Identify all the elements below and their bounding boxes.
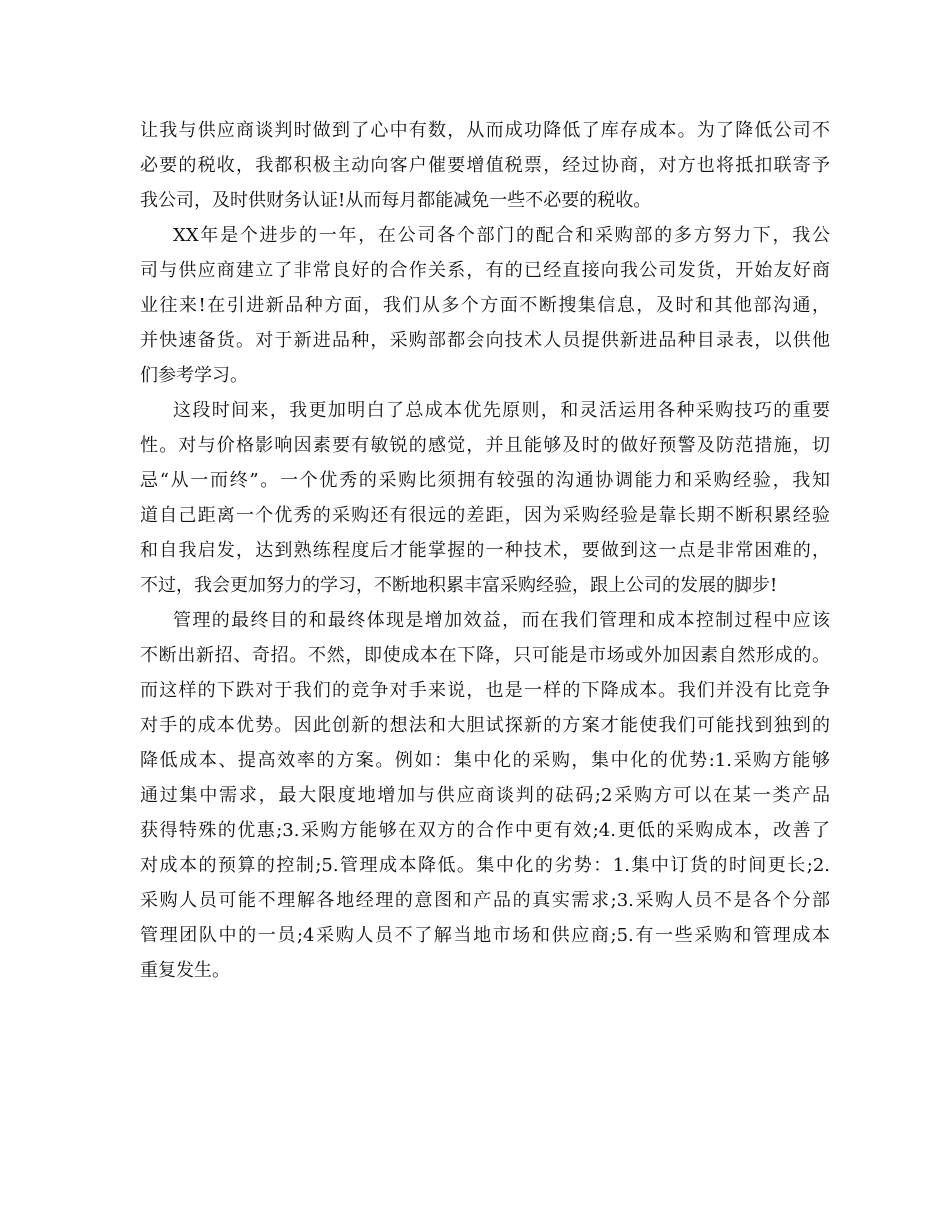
text-line: 业往来!在引进新品种方面，我们从多个方面不断搜集信息，及时和其他部沟通，: [140, 295, 830, 316]
text-line: 重复发生。: [140, 960, 230, 981]
document-body: [140, 113, 830, 988]
text-line: 这段时间来，我更加明白了总成本优先原则，和灵活运用各种采购技巧的重要: [173, 400, 830, 421]
text-line: 们参考学习。: [140, 365, 248, 386]
text-line: 并快速备货。对于新进品种，采购部都会向技术人员提供新进品种目录表，以供他: [140, 330, 830, 351]
text-line: 必要的税收，我都积极主动向客户催要增值税票，经过协商，对方也将抵扣联寄予: [140, 155, 830, 176]
text-line: 管理团队中的一员;4采购人员不了解当地市场和供应商;5.有一些采购和管理成本: [140, 925, 830, 946]
text-line: XX年是个进步的一年，在公司各个部门的配合和采购部的多方努力下，我公: [173, 225, 830, 246]
text-line: 管理的最终目的和最终体现是增加效益，而在我们管理和成本控制过程中应该: [173, 610, 830, 631]
text-line: 让我与供应商谈判时做到了心中有数，从而成功降低了库存成本。为了降低公司不: [140, 120, 830, 141]
text-line: 司与供应商建立了非常良好的合作关系，有的已经直接向我公司发货，开始友好商: [140, 260, 830, 281]
text-line: 降低成本、提高效率的方案。例如：集中化的采购，集中化的优势:1.采购方能够: [140, 750, 830, 771]
text-line: 不过，我会更加努力的学习，不断地积累丰富采购经验，跟上公司的发展的脚步!: [140, 575, 778, 596]
paragraph-3: [140, 393, 830, 603]
text-line: 采购人员可能不理解各地经理的意图和产品的真实需求;3.采购人员不是各个分部: [140, 890, 830, 911]
text-line: 性。对与价格影响因素要有敏锐的感觉，并且能够及时的做好预警及防范措施，切: [140, 435, 830, 456]
text-line: 道自己距离一个优秀的采购还有很远的差距，因为采购经验是靠长期不断积累经验: [140, 505, 830, 526]
text-line: 和自我启发，达到熟练程度后才能掌握的一种技术，要做到这一点是非常困难的，: [140, 540, 830, 561]
text-line: 通过集中需求，最大限度地增加与供应商谈判的砝码;2采购方可以在某一类产品: [140, 785, 830, 806]
paragraph-1: [140, 113, 830, 218]
text-line: 不断出新招、奇招。不然，即使成本在下降，只可能是市场或外加因素自然形成的。: [140, 645, 830, 666]
text-line: 对成本的预算的控制;5.管理成本降低。集中化的劣势：1.集中订货的时间更长;2.: [140, 855, 830, 876]
text-line: 对手的成本优势。因此创新的想法和大胆试探新的方案才能使我们可能找到独到的: [140, 715, 830, 736]
text-line: 我公司，及时供财务认证!从而每月都能减免一些不必要的税收。: [140, 190, 652, 211]
text-line: 忌“从一而终”。一个优秀的采购比须拥有较强的沟通协调能力和采购经验，我知: [140, 470, 830, 491]
text-line: 获得特殊的优惠;3.采购方能够在双方的合作中更有效;4.更低的采购成本，改善了: [140, 820, 830, 841]
text-line: 而这样的下跌对于我们的竞争对手来说，也是一样的下降成本。我们并没有比竞争: [140, 680, 830, 701]
paragraph-4: [140, 603, 830, 988]
paragraph-2: [140, 218, 830, 393]
